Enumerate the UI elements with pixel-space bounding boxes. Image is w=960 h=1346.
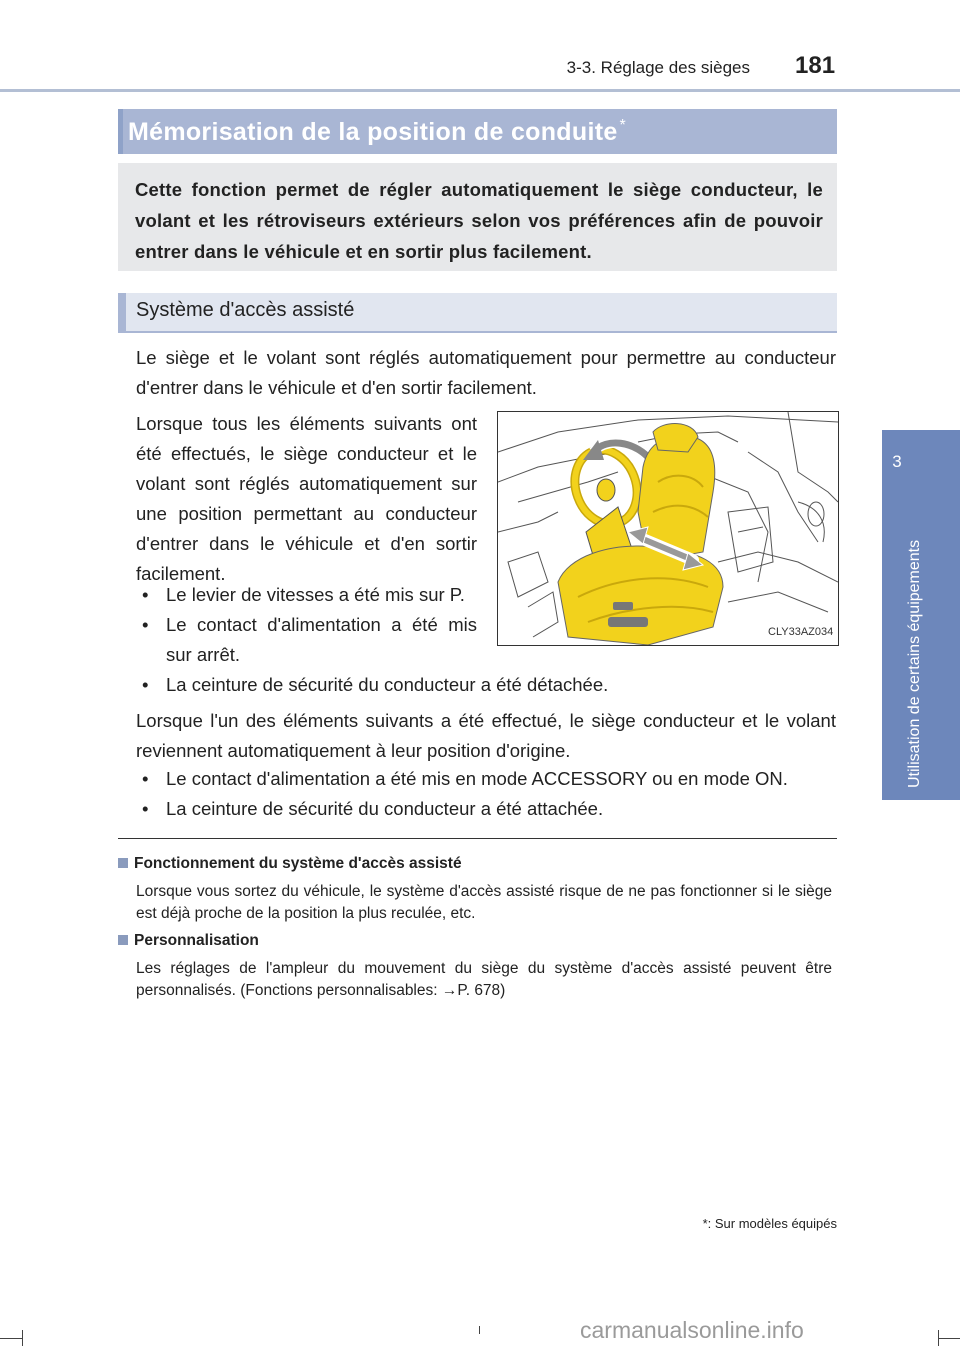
footnote: *: Sur modèles équipés [702,1216,837,1231]
bullet-text: Le contact d'alimentation a été mis en mode ACCESSORY ou en mode ON. [166,768,788,789]
seat-illustration-drawing [498,412,838,645]
square-bullet-icon [118,935,128,945]
watermark: carmanualsonline.info [580,1317,804,1343]
header-rule [0,89,960,92]
section-divider [118,838,837,839]
note-text: Les réglages de l'ampleur du mouvement du siège du système d'accès assisté peuvent être personnalisés. (Fonctions personnalisables: →P. 678) [136,960,832,999]
bullet-dot: • [142,798,149,819]
paragraph-2: Lorsque tous les éléments suivants ont été effectués, le siège conducteur et le volant sont réglés automatiquement sur une position permettant au conducteur d'entrer dans le véhicule et d'en sortir facilement. [136,413,477,584]
bullet-dot: • [142,768,149,789]
note-heading [118,855,462,873]
bullet-text: Le contact d'alimentation a été mis sur arrêt. [166,614,477,665]
crop-mark [0,1338,22,1339]
note-heading [118,932,259,950]
crop-mark [938,1330,939,1346]
paragraph-1: Le siège et le volant sont réglés automatiquement pour permettre au conducteur d'entrer dans le véhicule et d'en sortir facilement. [136,347,836,398]
subtitle: Système d'accès assisté [136,299,355,321]
bullet-dot: • [142,614,149,635]
section-title: 3-3. Réglage des sièges [566,58,750,77]
bullet-dot: • [142,584,149,605]
intro-text: Cette fonction permet de régler automatiquement le siège conducteur, le volant et les rétroviseurs extérieurs selon vos préférences afin de pouvoir entrer dans le véhicule et en sortir plus facilement. [135,179,823,262]
bullet-item [142,610,477,670]
bullet-text: La ceinture de sécurité du conducteur a été attachée. [166,798,604,819]
bullet-text: La ceinture de sécurité du conducteur a été détachée. [166,674,609,695]
page-number: 181 [795,52,836,79]
square-bullet-icon [118,858,128,868]
main-title-asterisk: * [619,117,627,134]
bullet-dot: • [142,674,149,695]
note-heading-text: Fonctionnement du système d'accès assisté [134,855,462,872]
crop-mark [938,1338,960,1339]
note-text: Lorsque vous sortez du véhicule, le système d'accès assisté risque de ne pas fonctionner si le siège est déjà proche de la position la plus reculée, etc. [136,883,832,922]
bullet-text: Le levier de vitesses a été mis sur P. [166,584,465,605]
main-title [128,117,626,147]
crop-mark [22,1330,23,1346]
seat-illustration [497,411,839,646]
chapter-label [908,430,948,800]
chapter-number: 3 [892,452,902,471]
crop-mark [479,1326,480,1334]
figure-code: CLY33AZ034 [768,626,834,638]
chapter-label-text: Utilisation de certains équipements [906,539,923,788]
note-heading-text: Personnalisation [134,932,259,949]
main-title-text: Mémorisation de la position de conduite [128,118,618,146]
paragraph-3: Lorsque l'un des éléments suivants a été effectué, le siège conducteur et le volant reviennent automatiquement à leur position d'origine. [136,710,836,761]
